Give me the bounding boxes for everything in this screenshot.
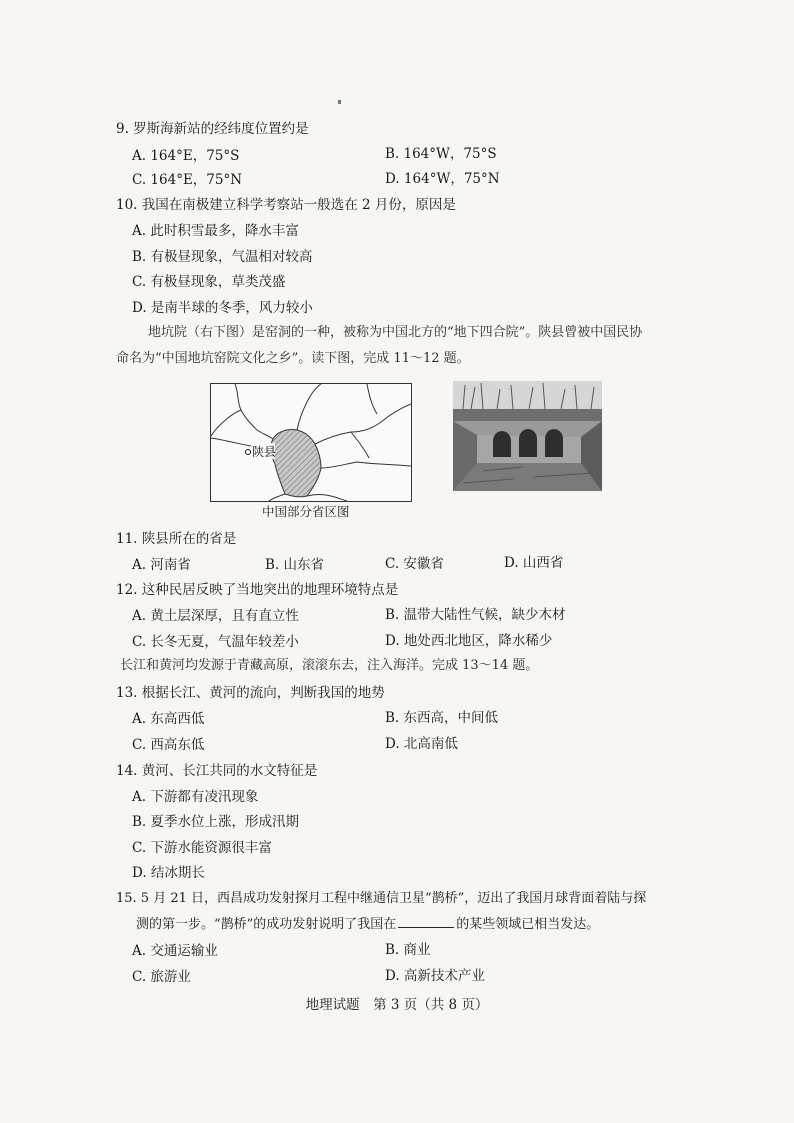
q13-option-a: A. 东高西低 xyxy=(132,711,205,727)
q10-stem: 10. 我国在南极建立科学考察站一般选在 2 月份，原因是 xyxy=(116,197,456,213)
q15-stem-line2-start: 测的第一步。“鹊桥”的成功发射说明了我国在 xyxy=(136,917,397,932)
q10-option-c: C. 有极昼现象，草类茂盛 xyxy=(132,274,286,290)
q15-stem-line2 xyxy=(136,915,599,934)
border-line xyxy=(269,494,285,501)
q15-option-c: C. 旅游业 xyxy=(132,969,191,985)
q15-answer-blank xyxy=(398,915,454,928)
shanxian-label: 陕县 xyxy=(252,445,277,459)
border-line xyxy=(351,432,369,458)
q11-option-d: D. 山西省 xyxy=(504,555,564,571)
q13-option-d: D. 北高南低 xyxy=(385,736,458,752)
intro-11-12-line2: 命名为“中国地坑窑院文化之乡”。读下图，完成 11～12 题。 xyxy=(116,351,470,366)
page-footer: 地理试题 第 3 页（共 8 页） xyxy=(305,997,489,1013)
border-line xyxy=(235,384,273,439)
q14-option-c: C. 下游水能资源很丰富 xyxy=(132,840,272,856)
q15-option-d: D. 高新技术产业 xyxy=(385,968,485,984)
border-line xyxy=(367,384,377,414)
province-map-svg xyxy=(211,384,411,501)
q12-option-b: B. 温带大陆性气候，缺少木材 xyxy=(385,607,566,623)
q11-option-c: C. 安徽省 xyxy=(385,556,444,572)
q10-option-a: A. 此时积雪最多，降水丰富 xyxy=(132,223,299,239)
q15-option-b: B. 商业 xyxy=(385,942,431,958)
q14-option-b: B. 夏季水位上涨，形成汛期 xyxy=(132,814,300,830)
q14-stem: 14. 黄河、长江共同的水文特征是 xyxy=(116,763,318,779)
q9-option-b: B. 164°W，75°S xyxy=(385,146,497,162)
q12-stem: 12. 这种民居反映了当地突出的地理环境特点是 xyxy=(116,582,399,598)
border-line xyxy=(321,462,411,468)
q9-option-d: D. 164°W，75°N xyxy=(385,171,500,187)
intro-13-14: 长江和黄河均发源于青藏高原，滚滚东去，注入海洋。完成 13～14 题。 xyxy=(120,658,539,673)
q9-option-c: C. 164°E，75°N xyxy=(132,172,243,188)
q12-option-d: D. 地处西北地区，降水稀少 xyxy=(385,633,553,649)
q14-option-a: A. 下游都有凌汛现象 xyxy=(132,789,259,805)
q15-stem-line1: 15. 5 月 21 日，西昌成功发射探月工程中继通信卫星“鹊桥”，迈出了我国月球背面着陆与探 xyxy=(116,891,647,906)
border-line xyxy=(315,404,411,444)
q13-stem: 13. 根据长江、黄河的流向，判断我国的地势 xyxy=(116,685,385,701)
q11-option-b: B. 山东省 xyxy=(265,557,325,573)
q13-option-b: B. 东西高，中间低 xyxy=(385,710,499,726)
dikengyuan-photo-svg xyxy=(453,381,602,491)
q13-option-c: C. 西高东低 xyxy=(132,737,205,753)
shanxian-dot xyxy=(246,450,251,455)
intro-11-12-line1: 地坑院（右下图）是窑洞的一种，被称为中国北方的“地下四合院”。陕县曾被中国民协 xyxy=(148,325,643,340)
q15-option-a: A. 交通运输业 xyxy=(132,943,218,959)
q11-option-a: A. 河南省 xyxy=(132,557,191,573)
border-line xyxy=(211,410,241,436)
q9-stem: 9. 罗斯海新站的经纬度位置约是 xyxy=(116,121,309,137)
border-line xyxy=(307,495,347,502)
province-map xyxy=(210,383,412,502)
q12-option-a: A. 黄土层深厚，且有直立性 xyxy=(132,608,299,624)
border-line xyxy=(297,384,321,430)
q12-option-c: C. 长冬无夏，气温年较差小 xyxy=(132,634,299,650)
dikengyuan-photo xyxy=(453,381,602,491)
map-caption: 中国部分省区图 xyxy=(262,504,350,519)
q15-stem-line2-end: 的某些领域已相当发达。 xyxy=(456,917,600,932)
q14-option-d: D. 结冰期长 xyxy=(132,865,205,881)
scan-mark xyxy=(338,100,341,104)
q10-option-b: B. 有极昼现象，气温相对较高 xyxy=(132,249,313,265)
q9-option-a: A. 164°E，75°S xyxy=(132,148,240,164)
q11-stem: 11. 陕县所在的省是 xyxy=(116,531,237,547)
q10-option-d: D. 是南半球的冬季，风力较小 xyxy=(132,300,313,316)
